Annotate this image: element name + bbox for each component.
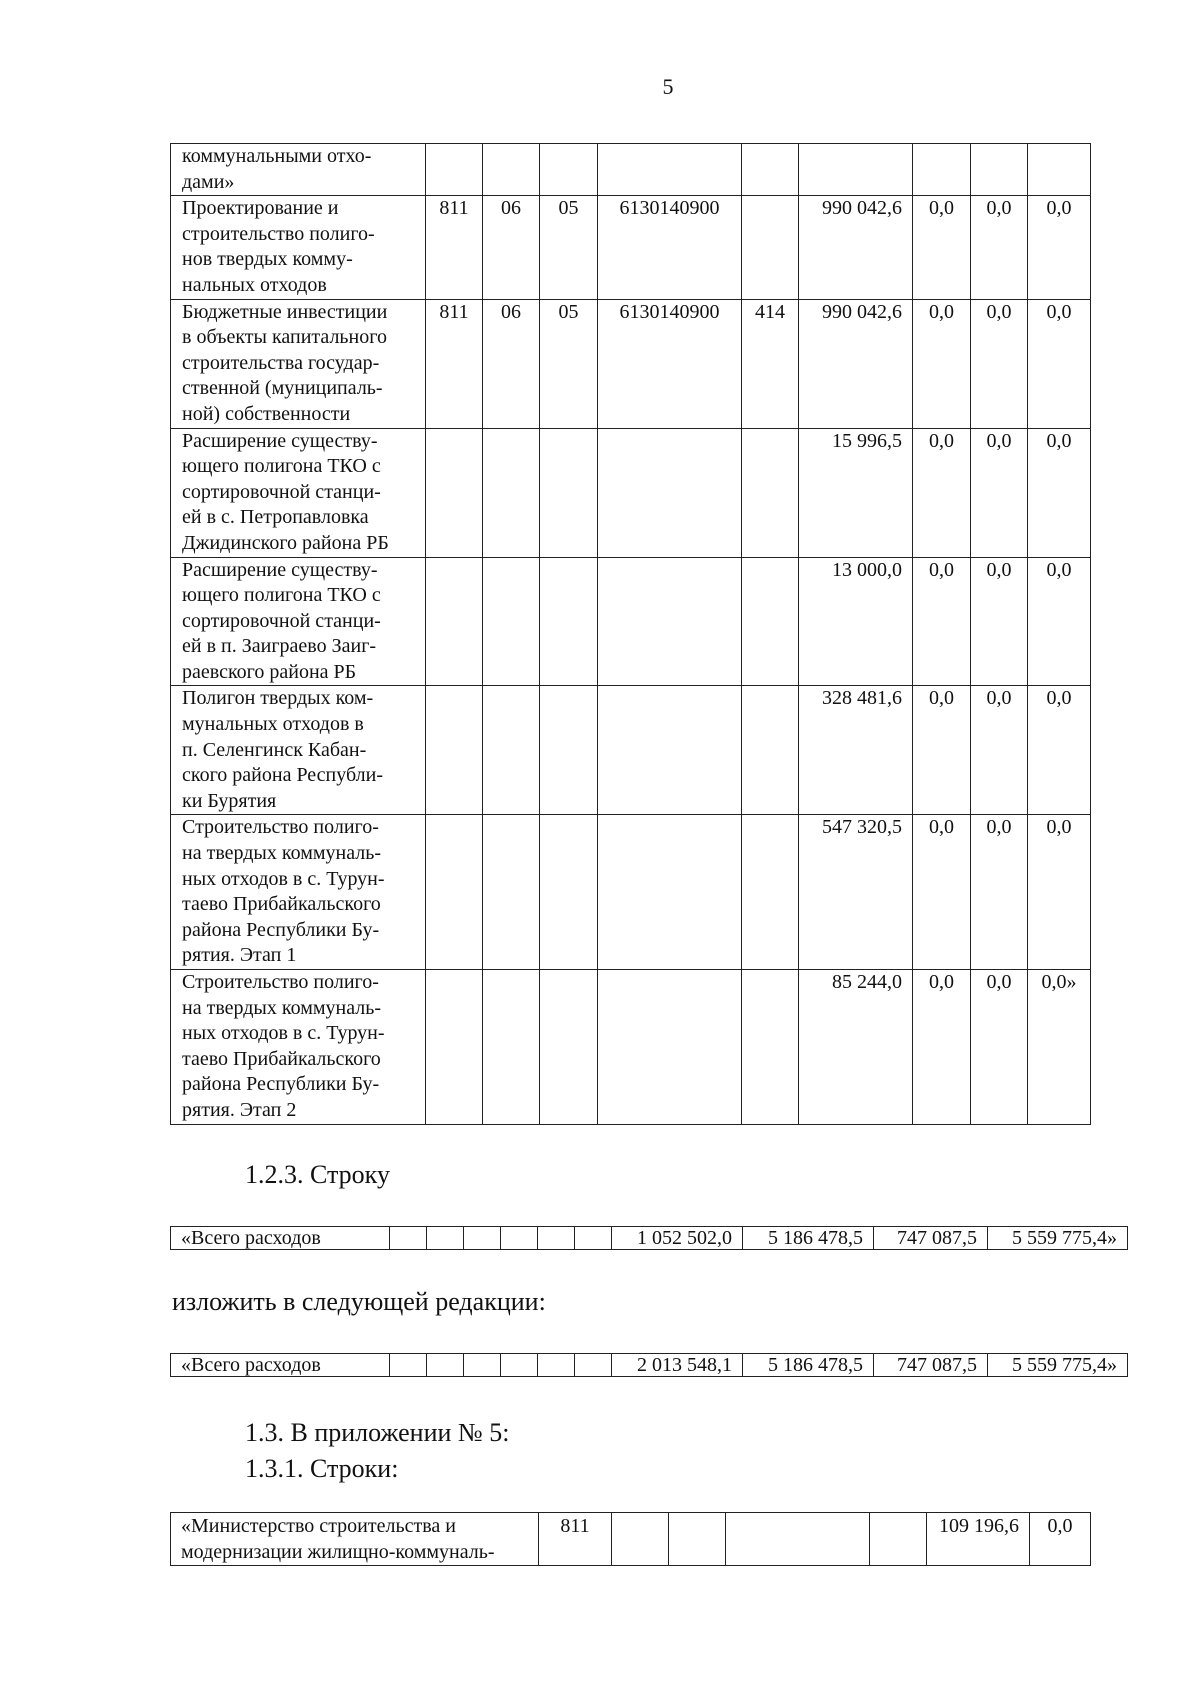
code-column-5 (742, 196, 799, 299)
code-column-5 (742, 144, 799, 196)
value-column-3: 0,0 (971, 428, 1028, 557)
code-column-4 (598, 144, 742, 196)
total-value-2: 5 186 478,5 (743, 1354, 874, 1377)
value-column-4 (1028, 144, 1091, 196)
code-column-4: 6130140900 (598, 299, 742, 428)
value-column-3: 0,0 (971, 299, 1028, 428)
section-heading-1-2-3: 1.2.3. Строку (245, 1160, 390, 1189)
section-heading-1-3: 1.3. В приложении № 5: (245, 1418, 510, 1447)
total-value-1: 1 052 502,0 (612, 1227, 743, 1250)
code-column-4 (598, 970, 742, 1125)
code-column-5: 414 (742, 299, 799, 428)
total-value-4: 5 559 775,4» (988, 1227, 1128, 1250)
row-name: Бюджетные инвестиции в объекты капитального строительства государ- ственной (муниципаль- ной) собственности (171, 299, 426, 428)
edit-instruction: изложить в следующей редакции: (172, 1287, 546, 1316)
code-column-4 (598, 686, 742, 815)
value-column-4: 0,0 (1028, 815, 1091, 970)
value-column-3 (971, 144, 1028, 196)
value-column-1: 990 042,6 (799, 299, 913, 428)
code-column-3 (540, 686, 598, 815)
table-row (171, 815, 1091, 970)
row-name: коммунальными отхо- дами» (171, 144, 426, 196)
code-column-3 (540, 557, 598, 686)
code-column-3 (540, 970, 598, 1125)
code-column-2 (483, 557, 540, 686)
value-column-4: 0,0 (1028, 686, 1091, 815)
code-column-2 (483, 970, 540, 1125)
table-row (171, 428, 1091, 557)
total-value-1: 2 013 548,1 (612, 1354, 743, 1377)
value-column-1: 13 000,0 (799, 557, 913, 686)
value-column-1 (799, 144, 913, 196)
value-column-4: 0,0 (1028, 428, 1091, 557)
table-row (171, 144, 1091, 196)
code-column-1 (426, 557, 483, 686)
ministry-table (170, 1512, 1091, 1566)
code-column-2 (483, 686, 540, 815)
code-column-5 (742, 815, 799, 970)
code-column-1: 811 (426, 196, 483, 299)
code-column-4 (598, 428, 742, 557)
value-column-3: 0,0 (971, 815, 1028, 970)
total-value-3: 747 087,5 (874, 1354, 988, 1377)
code-column-3 (540, 144, 598, 196)
table-row (171, 299, 1091, 428)
code-column-2 (483, 428, 540, 557)
total-row (171, 1354, 1128, 1377)
value-column-3: 0,0 (971, 557, 1028, 686)
value-column-2: 0,0 (913, 686, 971, 815)
value-column-2: 0,0 (913, 428, 971, 557)
code-column-5 (742, 686, 799, 815)
value-column-2: 0,0 (913, 557, 971, 686)
code-column-1 (426, 970, 483, 1125)
table-row (171, 970, 1091, 1125)
total-row-label: «Всего расходов (171, 1354, 390, 1377)
value-column-2: 0,0 (913, 299, 971, 428)
code-column-3: 05 (540, 299, 598, 428)
ministry-row (171, 1513, 1091, 1566)
value-column-1: 328 481,6 (799, 686, 913, 815)
value-column-4: 0,0 (1028, 196, 1091, 299)
ministry-value-1: 109 196,6 (927, 1513, 1030, 1566)
code-column-1: 811 (426, 299, 483, 428)
code-column-2: 06 (483, 299, 540, 428)
total-value-4: 5 559 775,4» (988, 1354, 1128, 1377)
total-row-label: «Всего расходов (171, 1227, 390, 1250)
value-column-3: 0,0 (971, 196, 1028, 299)
code-column-1 (426, 144, 483, 196)
value-column-3: 0,0 (971, 970, 1028, 1125)
table-row (171, 686, 1091, 815)
code-column-2: 06 (483, 196, 540, 299)
code-column-1 (426, 686, 483, 815)
total-row-new-table (170, 1353, 1128, 1377)
budget-table (170, 143, 1091, 1125)
value-column-2 (913, 144, 971, 196)
total-row (171, 1227, 1128, 1250)
ministry-name: «Министерство строительства и модернизации жилищно-коммуналь- (171, 1513, 539, 1566)
value-column-4: 0,0 (1028, 557, 1091, 686)
code-column-5 (742, 970, 799, 1125)
value-column-2: 0,0 (913, 815, 971, 970)
value-column-2: 0,0 (913, 970, 971, 1125)
value-column-2: 0,0 (913, 196, 971, 299)
code-column-3: 05 (540, 196, 598, 299)
total-value-3: 747 087,5 (874, 1227, 988, 1250)
section-heading-1-3-1: 1.3.1. Строки: (245, 1454, 399, 1483)
row-name: Проектирование и строительство полиго- нов твердых комму- нальных отходов (171, 196, 426, 299)
code-column-2 (483, 815, 540, 970)
code-column-2 (483, 144, 540, 196)
value-column-1: 85 244,0 (799, 970, 913, 1125)
row-name: Полигон твердых ком- мунальных отходов в п. Селенгинск Кабан- ского района Республи- ки Бурятия (171, 686, 426, 815)
code-column-4: 6130140900 (598, 196, 742, 299)
row-name: Расширение существу- ющего полигона ТКО с сортировочной станци- ей в п. Заиграево Заиг- раевского района РБ (171, 557, 426, 686)
code-column-1 (426, 815, 483, 970)
row-name: Расширение существу- ющего полигона ТКО с сортировочной станци- ей в с. Петропавловка Джидинского района РБ (171, 428, 426, 557)
value-column-1: 990 042,6 (799, 196, 913, 299)
value-column-4: 0,0 (1028, 299, 1091, 428)
code-column-1 (426, 428, 483, 557)
code-column-4 (598, 557, 742, 686)
value-column-1: 547 320,5 (799, 815, 913, 970)
row-name: Строительство полиго- на твердых коммуналь- ных отходов в с. Турун- таево Прибайкальского района Республики Бу- рятия. Этап 2 (171, 970, 426, 1125)
value-column-3: 0,0 (971, 686, 1028, 815)
code-column-5 (742, 428, 799, 557)
code-column-5 (742, 557, 799, 686)
table-row (171, 196, 1091, 299)
page-number: 5 (662, 74, 674, 99)
total-row-old-table (170, 1226, 1128, 1250)
table-row (171, 557, 1091, 686)
code-column-4 (598, 815, 742, 970)
ministry-code: 811 (539, 1513, 612, 1566)
total-value-2: 5 186 478,5 (743, 1227, 874, 1250)
value-column-1: 15 996,5 (799, 428, 913, 557)
code-column-3 (540, 815, 598, 970)
row-name: Строительство полиго- на твердых коммуналь- ных отходов в с. Турун- таево Прибайкальского района Республики Бу- рятия. Этап 1 (171, 815, 426, 970)
ministry-value-2: 0,0 (1030, 1513, 1091, 1566)
code-column-3 (540, 428, 598, 557)
value-column-4: 0,0» (1028, 970, 1091, 1125)
